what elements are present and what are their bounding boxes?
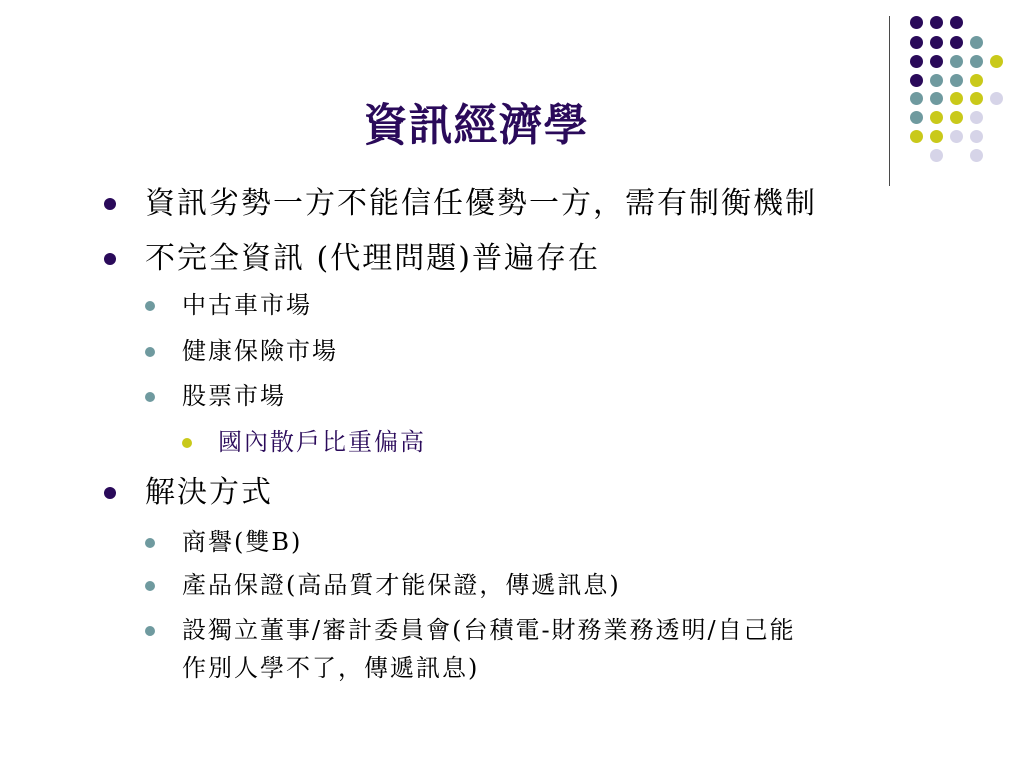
- dot: [950, 36, 963, 49]
- dot: [910, 55, 923, 68]
- bullet-text: 解決方式: [145, 475, 273, 510]
- dot: [930, 36, 943, 49]
- dot: [910, 16, 923, 29]
- sub-bullet-text: 商譽(雙B): [182, 528, 303, 556]
- bullet-icon: [145, 538, 155, 548]
- dot: [910, 36, 923, 49]
- bullet-text: 不完全資訊 (代理問題)普遍存在: [145, 241, 600, 276]
- bullet-icon: [104, 487, 116, 499]
- dot: [950, 16, 963, 29]
- dot: [930, 16, 943, 29]
- dot: [950, 74, 963, 87]
- dot: [990, 55, 1003, 68]
- bullet-icon: [145, 581, 155, 591]
- bullet-icon: [182, 438, 192, 448]
- dot: [970, 149, 983, 162]
- sub-bullet-text: 產品保證(高品質才能保證，傳遞訊息): [182, 571, 621, 599]
- dot: [970, 74, 983, 87]
- dot: [970, 36, 983, 49]
- sub-bullet-text: 設獨立董事/審計委員會(台積電-財務業務透明/自己能: [182, 616, 796, 644]
- sub-bullet-text-continued: 作別人學不了，傳遞訊息): [182, 654, 480, 682]
- bullet-icon: [145, 301, 155, 311]
- sub-bullet-text: 股票市場: [182, 382, 286, 410]
- bullet-icon: [104, 198, 116, 210]
- dot: [970, 55, 983, 68]
- dot: [970, 92, 983, 105]
- dot: [930, 55, 943, 68]
- sub-bullet-text: 健康保險市場: [182, 337, 338, 365]
- dot: [990, 92, 1003, 105]
- dot: [910, 74, 923, 87]
- dot: [950, 55, 963, 68]
- bullet-text: 資訊劣勢一方不能信任優勢一方，需有制衡機制: [145, 186, 817, 221]
- bullet-icon: [145, 347, 155, 357]
- bullet-icon: [104, 253, 116, 265]
- bullet-icon: [145, 626, 155, 636]
- sub-bullet-text: 中古車市場: [182, 291, 312, 319]
- sub-sub-bullet-text: 國內散戶比重偏高: [218, 428, 426, 456]
- dot: [930, 74, 943, 87]
- bullet-icon: [145, 392, 155, 402]
- dot: [970, 130, 983, 143]
- dot: [970, 111, 983, 124]
- slide-title: 資訊經濟學: [363, 100, 589, 151]
